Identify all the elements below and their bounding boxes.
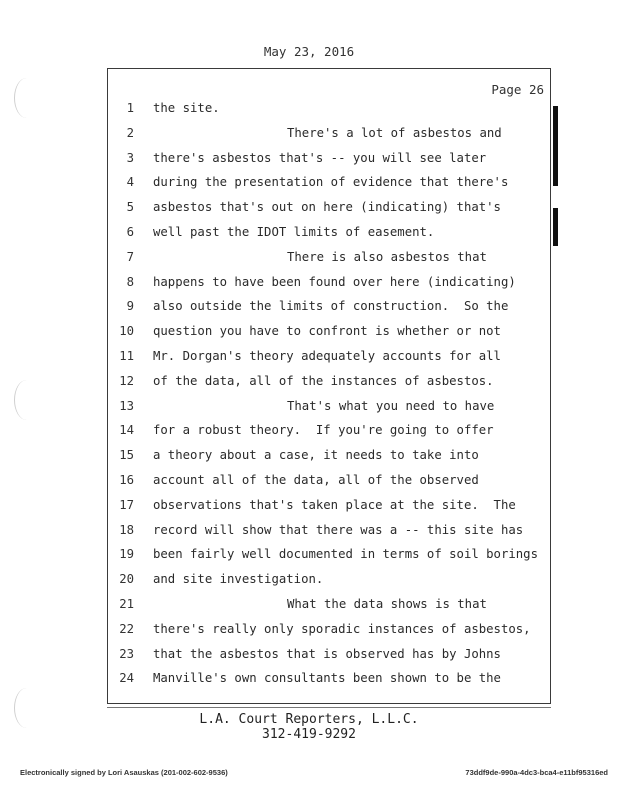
line-text: account all of the data, all of the observed	[153, 473, 479, 487]
line-text: well past the IDOT limits of easement.	[153, 225, 435, 239]
reporter-firm: L.A. Court Reporters, L.L.C.	[199, 712, 419, 727]
line-number: 21	[119, 597, 134, 611]
line-text: there's really only sporadic instances of asbestos,	[153, 621, 531, 636]
line-number: 12	[119, 373, 134, 388]
line-number: 22	[119, 621, 134, 636]
line-number: 9	[126, 299, 134, 314]
line-text: asbestos that's out on here (indicating) that's	[153, 200, 501, 215]
line-number: 20	[119, 572, 134, 587]
line-text: Manville's own consultants been shown to be the	[153, 671, 501, 686]
transcript-line	[0, 418, 618, 442]
transcript-line	[0, 270, 618, 294]
transcript-line	[0, 245, 618, 269]
line-text: been fairly well documented in terms of soil borings	[153, 547, 538, 562]
transcript-line	[0, 443, 618, 467]
transcript-line	[0, 121, 618, 145]
line-number: 10	[119, 324, 134, 339]
transcript-line	[0, 146, 618, 170]
line-number: 24	[119, 671, 134, 686]
transcript-line	[0, 394, 618, 418]
transcript-line	[0, 96, 618, 120]
transcript-line	[0, 468, 618, 492]
line-number: 11	[119, 349, 134, 363]
line-text: There is also asbestos that	[287, 249, 487, 264]
line-text: the site.	[153, 101, 220, 115]
line-number: 7	[126, 249, 134, 264]
transcript-line	[0, 518, 618, 542]
transcript-line	[0, 170, 618, 194]
transcript-line	[0, 666, 618, 690]
transcript-line	[0, 592, 618, 616]
line-number: 19	[119, 547, 134, 562]
line-number: 1	[126, 101, 134, 115]
document-id: 73ddf9de-990a-4dc3-bca4-e11bf95316ed	[465, 768, 608, 777]
transcript-line	[0, 542, 618, 566]
page-date: May 23, 2016	[263, 44, 355, 59]
line-number: 3	[126, 150, 134, 165]
transcript-line	[0, 369, 618, 393]
transcript-line	[0, 617, 618, 641]
line-text: and site investigation.	[153, 572, 324, 587]
line-text: That's what you need to have	[287, 398, 495, 413]
transcript-line	[0, 195, 618, 219]
line-text: Mr. Dorgan's theory adequately accounts for all	[153, 349, 501, 363]
line-number: 23	[119, 646, 134, 661]
transcript-line	[0, 642, 618, 666]
line-number: 2	[126, 125, 134, 140]
line-number: 18	[119, 522, 134, 537]
transcript-line	[0, 319, 618, 343]
line-number: 5	[126, 200, 134, 215]
line-text: of the data, all of the instances of asbestos.	[153, 373, 494, 388]
page-number: Page 26	[491, 82, 544, 97]
transcript-line	[0, 567, 618, 591]
line-number: 6	[126, 225, 134, 239]
line-text: question you have to confront is whether or not	[153, 324, 501, 339]
line-text: There's a lot of asbestos and	[287, 125, 502, 140]
line-text: observations that's taken place at the site. The	[153, 497, 516, 512]
line-text: during the presentation of evidence that there's	[153, 175, 509, 190]
line-number: 13	[119, 398, 134, 413]
electronic-signature-note: Electronically signed by Lori Asauskas (201-002-602-9536)	[20, 768, 228, 777]
line-number: 17	[119, 497, 134, 512]
line-text: for a robust theory. If you're going to offer	[153, 423, 494, 438]
line-text: that the asbestos that is observed has by Johns	[153, 646, 501, 661]
transcript-line	[0, 294, 618, 318]
frame-bottom-rule	[107, 707, 551, 708]
line-text: there's asbestos that's -- you will see later	[153, 150, 487, 165]
line-number: 4	[126, 175, 134, 190]
transcript-line	[0, 220, 618, 244]
transcript-line	[0, 344, 618, 368]
line-number: 8	[126, 274, 134, 289]
transcript-line	[0, 493, 618, 517]
line-text: a theory about a case, it needs to take into	[153, 448, 479, 463]
line-number: 16	[119, 473, 134, 487]
line-text: What the data shows is that	[287, 597, 487, 611]
line-text: happens to have been found over here (indicating)	[153, 274, 516, 289]
reporter-phone: 312-419-9292	[262, 727, 356, 742]
line-number: 14	[119, 423, 134, 438]
line-number: 15	[119, 448, 134, 463]
line-text: record will show that there was a -- this site has	[153, 522, 524, 537]
line-text: also outside the limits of construction. So the	[153, 299, 509, 314]
